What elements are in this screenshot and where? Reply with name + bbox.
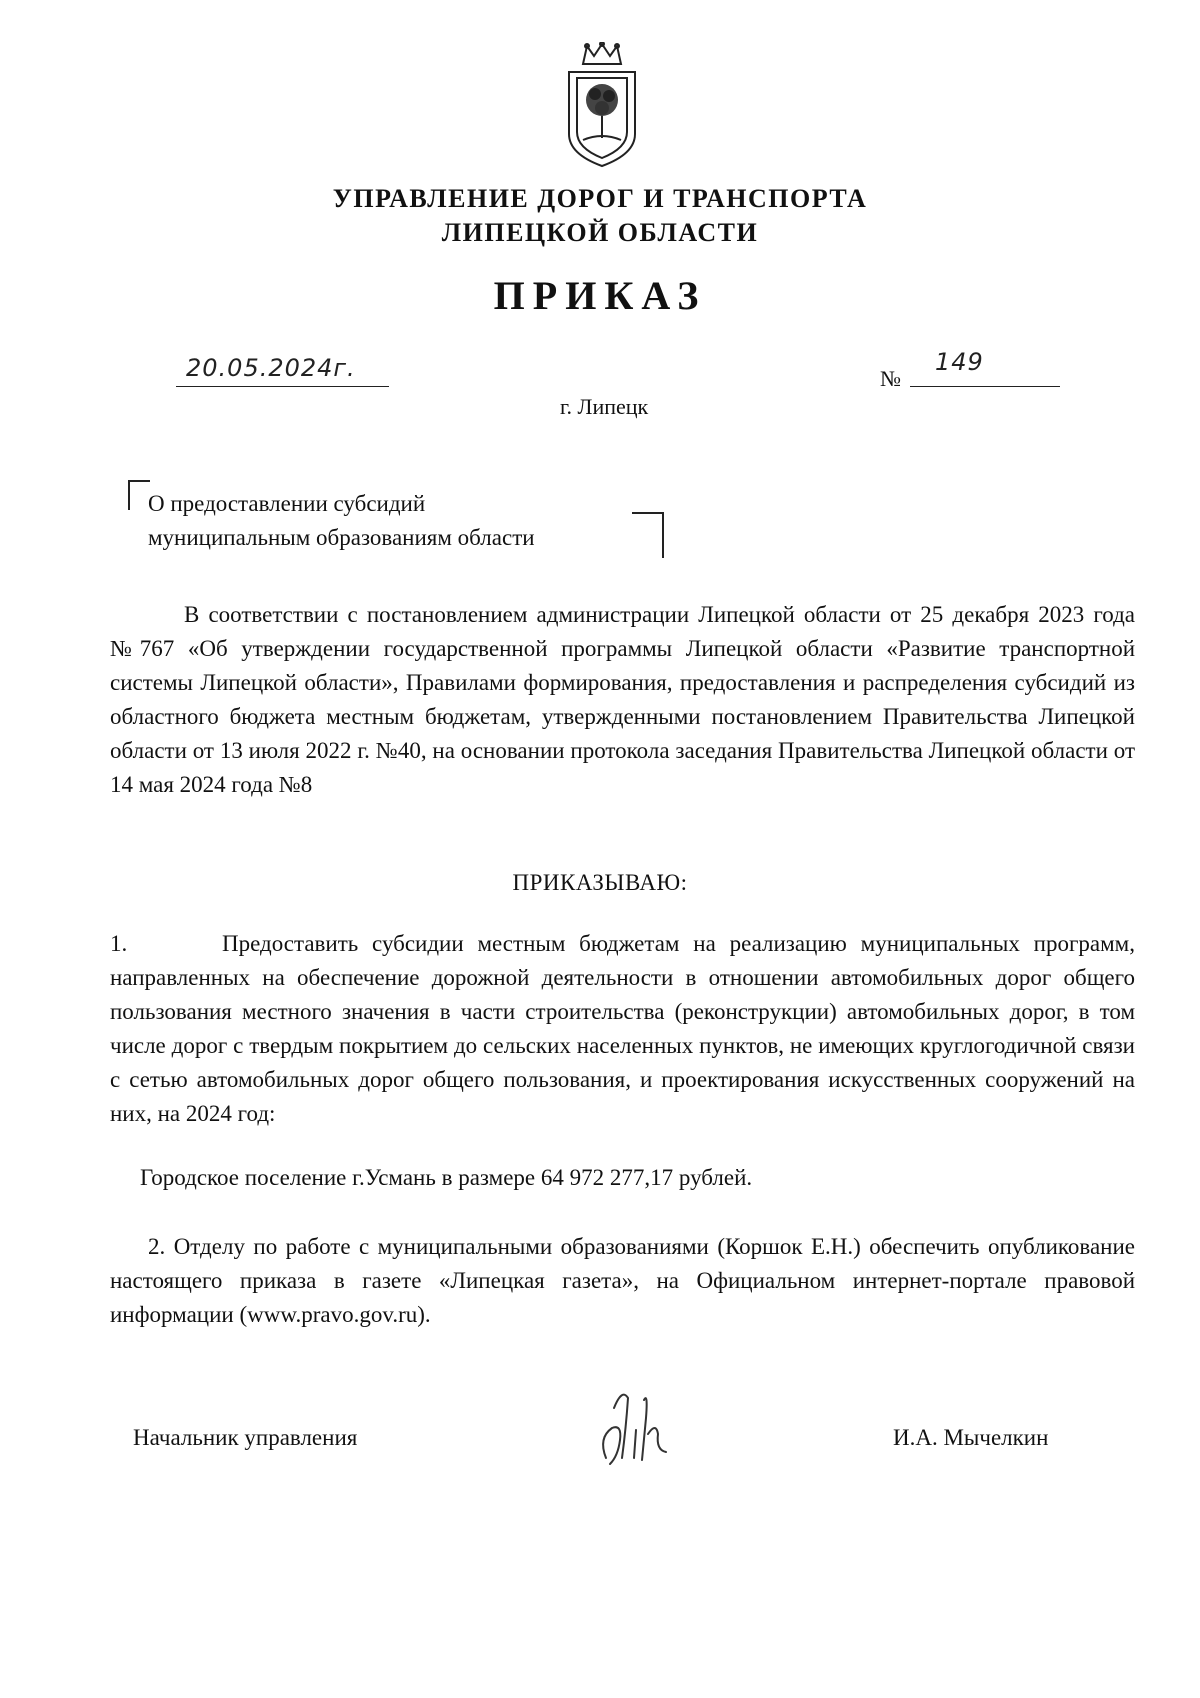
order-item-1-text [110, 927, 1135, 1131]
signatory-role: Начальник управления [133, 1425, 358, 1450]
document-number: 149 [935, 348, 984, 376]
organization-name-line2: ЛИПЕЦКОЙ ОБЛАСТИ [441, 218, 759, 247]
organization-name-line1: УПРАВЛЕНИЕ ДОРОГ И ТРАНСПОРТА [332, 184, 868, 213]
subject-bracket-right [632, 512, 664, 558]
order-item-1-detail: Городское поселение г.Усмань в размере 64 972 277,17 рублей. [140, 1165, 753, 1190]
order-item-1-number: 1. [110, 931, 128, 956]
order-item-2: 2. Отделу по работе с муниципальными образованиями (Коршок Е.Н.) обеспечить опубликование настоящего приказа в газете «Липецкая газета», на Официальном интернет-портале правовой информации (www.pravo.gov.ru). [110, 1234, 1135, 1327]
order-word: ПРИКАЗЫВАЮ: [512, 870, 688, 895]
handwritten-signature [592, 1378, 702, 1478]
number-underline [910, 386, 1060, 387]
coat-of-arms-icon [561, 42, 643, 170]
subject-line2: муниципальным образованиям области [148, 525, 535, 550]
subject-bracket-left [128, 480, 150, 510]
order-item-1 [110, 927, 1135, 1131]
number-label: № [880, 366, 901, 391]
document-date: 20.05.2024г. [186, 354, 356, 382]
document-type-title: ПРИКАЗ [493, 273, 707, 318]
subject-line1: О предоставлении субсидий [148, 491, 426, 516]
order-item-1-body: Предоставить субсидии местным бюджетам на реализацию муниципальных программ, направленных на обеспечение дорожной деятельности в отношении автомобильных дорог общего пользования местного значения в части строительства (реконструкции) автомобильных дорог, в том числе дорог с твердым покрытием до сельских населенных пунктов, не имеющих круглогодичной связи с сетью автомобильных дорог общего пользования, и проектирования искусственных сооружений на них, на 2024 год: [110, 931, 1135, 1126]
city: г. Липецк [560, 394, 649, 419]
preamble-paragraph: В соответствии с постановлением администрации Липецкой области от 25 декабря 2023 года №767 «Об утверждении государственной программы Липецкой области «Развитие транспортной системы Липецкой области», Правилами формирования, предоставления и распределения субсидий из областного бюджета местным бюджетам, утвержденными постановлением Правительства Липецкой области от 13 июля 2022 г. №40, на основании протокола заседания Правительства Липецкой области от 14 мая 2024 года №8 [110, 602, 1135, 797]
date-underline [176, 386, 389, 387]
signatory-name: И.А. Мычелкин [893, 1425, 1049, 1450]
